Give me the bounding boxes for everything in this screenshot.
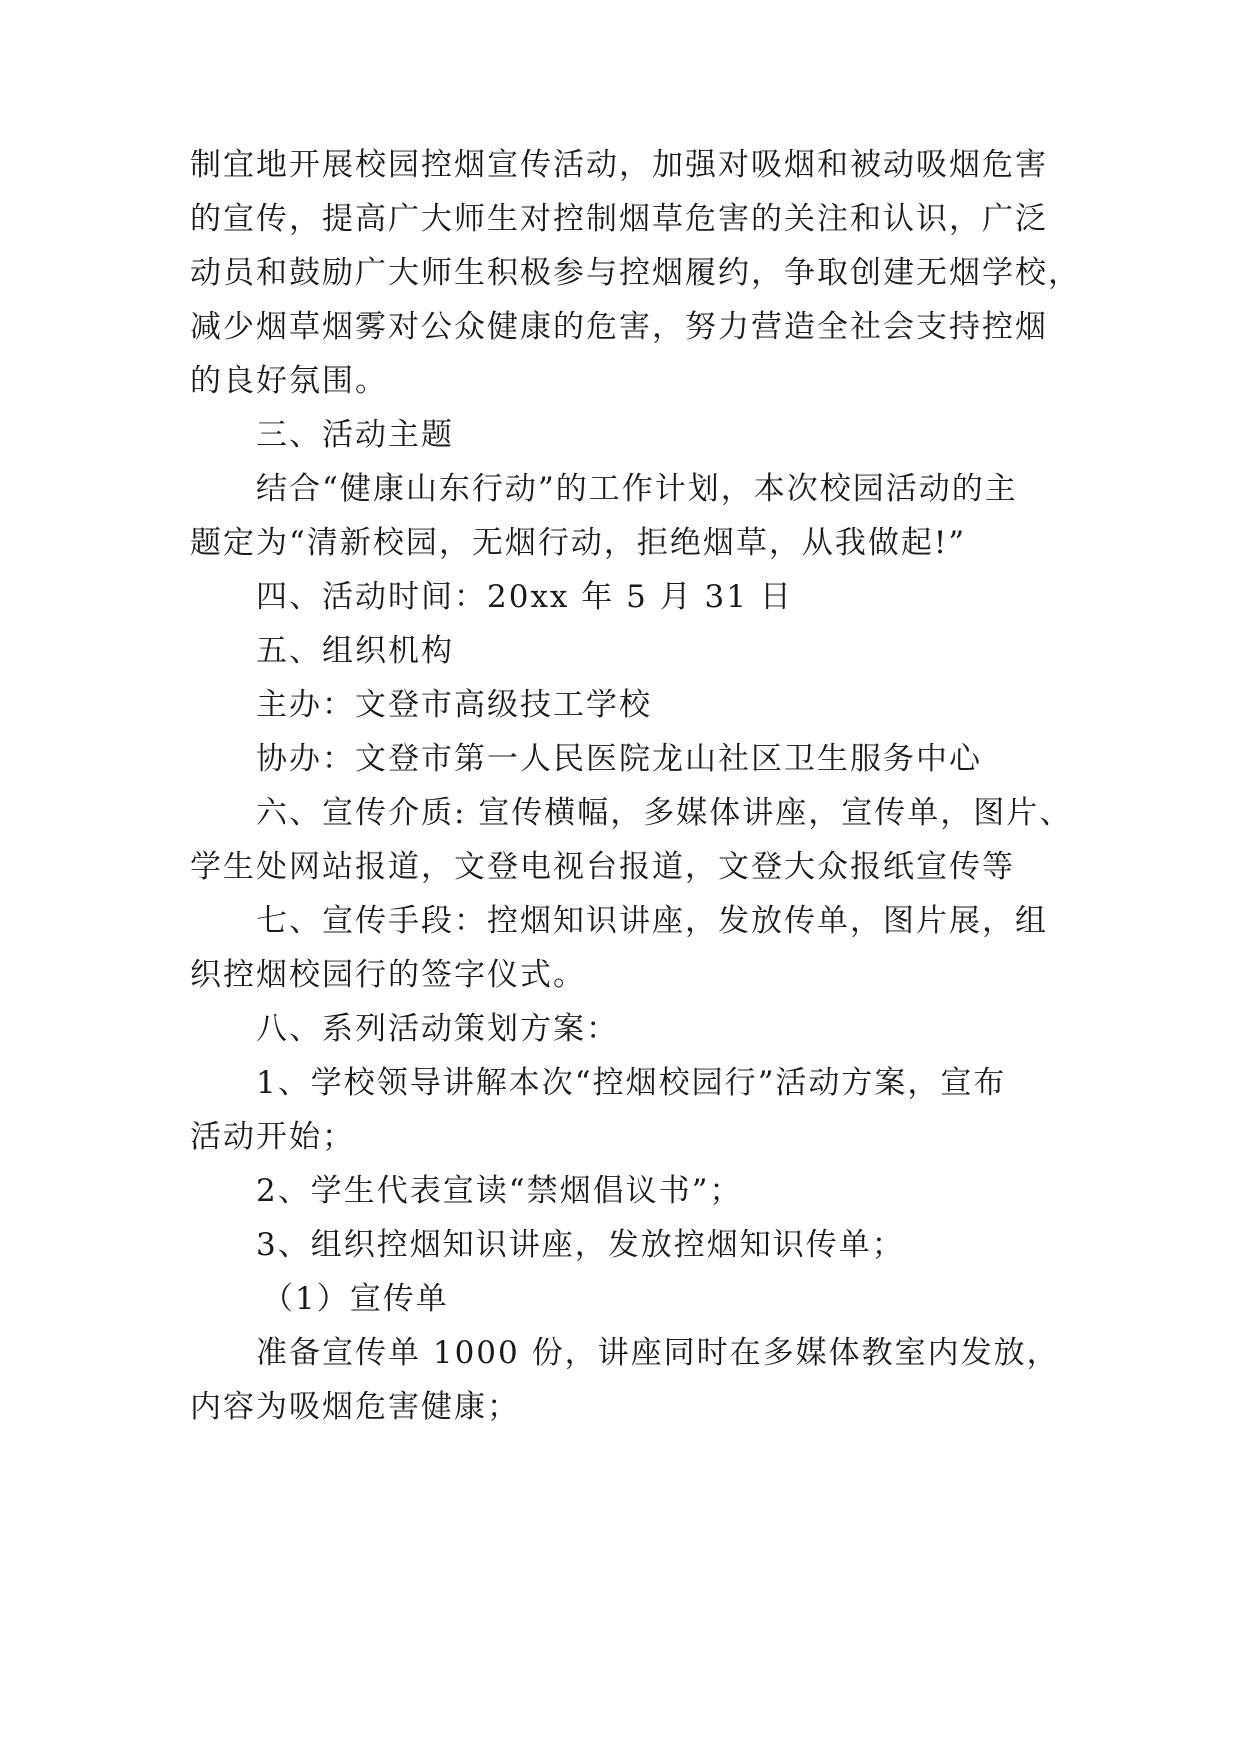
paragraph-line: 活动开始；	[190, 1119, 355, 1155]
section-heading: 三、活动主题	[256, 417, 454, 453]
paragraph-line: 减少烟草烟雾对公众健康的危害，努力营造全社会支持控烟	[190, 309, 1048, 345]
paragraph-line: 协办：文登市第一人民医院龙山社区卫生服务中心	[256, 741, 982, 777]
list-item: 1、学校领导讲解本次“控烟校园行”活动方案，宣布	[256, 1065, 1007, 1101]
paragraph-line: 的良好氛围。	[190, 363, 388, 399]
section-heading: 五、组织机构	[256, 633, 454, 669]
section-heading: 七、宣传手段：控烟知识讲座，发放传单，图片展，组	[256, 903, 1048, 939]
paragraph-line: 题定为“清新校园，无烟行动，拒绝烟草，从我做起!”	[190, 525, 967, 561]
paragraph-line: 准备宣传单 1000 份，讲座同时在多媒体教室内发放，	[256, 1335, 1060, 1371]
paragraph-line: 学生处网站报道，文登电视台报道，文登大众报纸宣传等	[190, 849, 1015, 885]
list-item: 3、组织控烟知识讲座，发放控烟知识传单；	[256, 1227, 905, 1263]
paragraph-line: 制宜地开展校园控烟宣传活动，加强对吸烟和被动吸烟危害	[190, 147, 1048, 183]
section-heading: 八、系列活动策划方案：	[256, 1011, 619, 1047]
paragraph-line: 织控烟校园行的签字仪式。	[190, 957, 586, 993]
list-item: 2、学生代表宣读“禁烟倡议书”；	[256, 1173, 743, 1209]
paragraph-line: 主办：文登市高级技工学校	[256, 687, 652, 723]
section-heading: 四、活动时间：20xx 年 5 月 31 日	[256, 579, 793, 615]
paragraph-line: 结合“健康山东行动”的工作计划，本次校园活动的主	[256, 471, 1018, 507]
sub-list-item: （1）宣传单	[262, 1281, 449, 1317]
paragraph-line: 内容为吸烟危害健康；	[190, 1389, 520, 1425]
section-heading: 六、宣传介质: 宣传横幅，多媒体讲座，宣传单，图片、	[256, 795, 1073, 831]
paragraph-line: 的宣传，提高广大师生对控制烟草危害的关注和认识，广泛	[190, 201, 1048, 237]
paragraph-line: 动员和鼓励广大师生积极参与控烟履约，争取创建无烟学校，	[190, 255, 1081, 291]
